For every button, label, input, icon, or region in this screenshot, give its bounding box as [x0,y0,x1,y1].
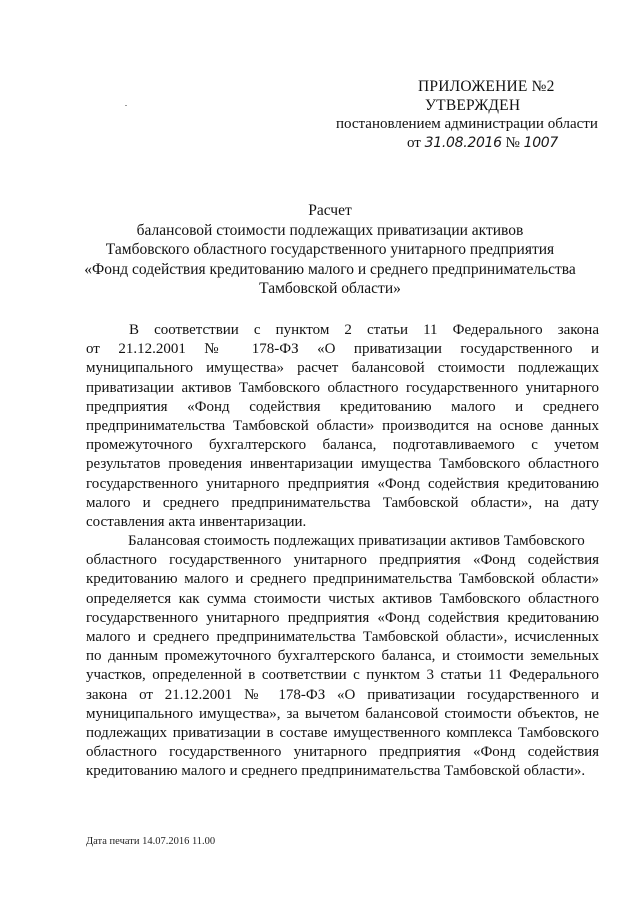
paragraph-line: составления акта инвентаризации. [86,513,307,530]
title-line-2: балансовой стоимости подлежащих приватизации активов [136,221,524,239]
approved-label: УТВЕРЖДЕН [425,97,521,114]
handwritten-number: 1007 [523,135,559,151]
paragraph-line: малого и среднего предпринимательства Тамбовской области», на дату [86,494,599,511]
paragraph-line: областного государственного унитарного предприятия «Фонд содействия [86,744,599,761]
title-line-4: «Фонд содействия кредитованию малого и среднего предпринимательства [84,260,576,278]
appendix-label: ПРИЛОЖЕНИЕ №2 [418,78,555,95]
paragraph-line: определяется как сумма стоимости чистых активов Тамбовского областного [86,590,599,607]
number-prefix: № [505,135,520,151]
paragraph-line: областного государственного унитарного предприятия «Фонд содействия [86,552,599,569]
decree-date-line [300,134,600,153]
document-body [86,321,599,782]
paragraph-line: Балансовая стоимость подлежащих приватизации активов Тамбовского [128,533,585,550]
paragraph-line: кредитованию малого и среднего предпринимательства Тамбовской области». [86,763,586,780]
paragraph-line: муниципального имущества» расчет балансовой стоимости подлежащих [86,360,599,377]
decree-label: постановлением администрации области [336,116,598,132]
paragraph-line: В соответствии с пунктом 2 статьи 11 Федерального закона [129,322,599,338]
paragraph-line: промежуточного бухгалтерского баланса, подготавливаемого с учетом [86,437,599,454]
paragraph-line: закона от 21.12.2001 № 178-ФЗ «О приватизации государственного и [86,686,599,703]
handwritten-date: 31.08.2016 [424,135,502,151]
title-line-5: Тамбовской области» [259,280,401,298]
paragraph-line: предприятия «Фонд содействия кредитованию малого и среднего [86,398,599,415]
title-line-1: Расчет [308,202,352,219]
paragraph-line: приватизации активов Тамбовского областного государственного унитарного [86,379,599,396]
paragraph-line: результатов проведения инвентаризации имущества Тамбовского областного [86,456,599,473]
paragraph-1 [86,321,599,532]
date-prefix: от [407,135,421,151]
paragraph-line: государственного унитарного предприятия «Фонд содействия кредитованию [86,475,599,492]
paragraph-2 [86,532,599,781]
paragraph-line: муниципального имущества», за вычетом балансовой стоимости объектов, не [86,705,599,722]
document-title [60,201,600,299]
paragraph-line: по данным промежуточного бухгалтерского баланса, и стоимости земельных [86,648,599,665]
paragraph-line: предпринимательства Тамбовской области» производится на основе данных [86,417,599,434]
scan-speck [125,105,127,106]
paragraph-line: государственного унитарного предприятия «Фонд содействия кредитованию [86,609,599,626]
paragraph-line: малого и среднего предпринимательства Тамбовской области», исчисленных [86,629,599,645]
paragraph-line: участков, определенной в соответствии с пунктом 3 статьи 11 Федерального [86,667,599,684]
title-line-3: Тамбовского областного государственного унитарного предприятия [105,241,555,259]
paragraph-line: кредитованию малого и среднего предпринимательства Тамбовской области» [86,571,599,588]
approval-header [300,77,600,153]
paragraph-line: от 21.12.2001 № 178-ФЗ «О приватизации государственного и [86,341,599,358]
paragraph-line: подлежащих приватизации в составе имущественного комплекса Тамбовского [86,724,599,741]
print-date-footer: Дата печати 14.07.2016 11.00 [86,836,216,847]
